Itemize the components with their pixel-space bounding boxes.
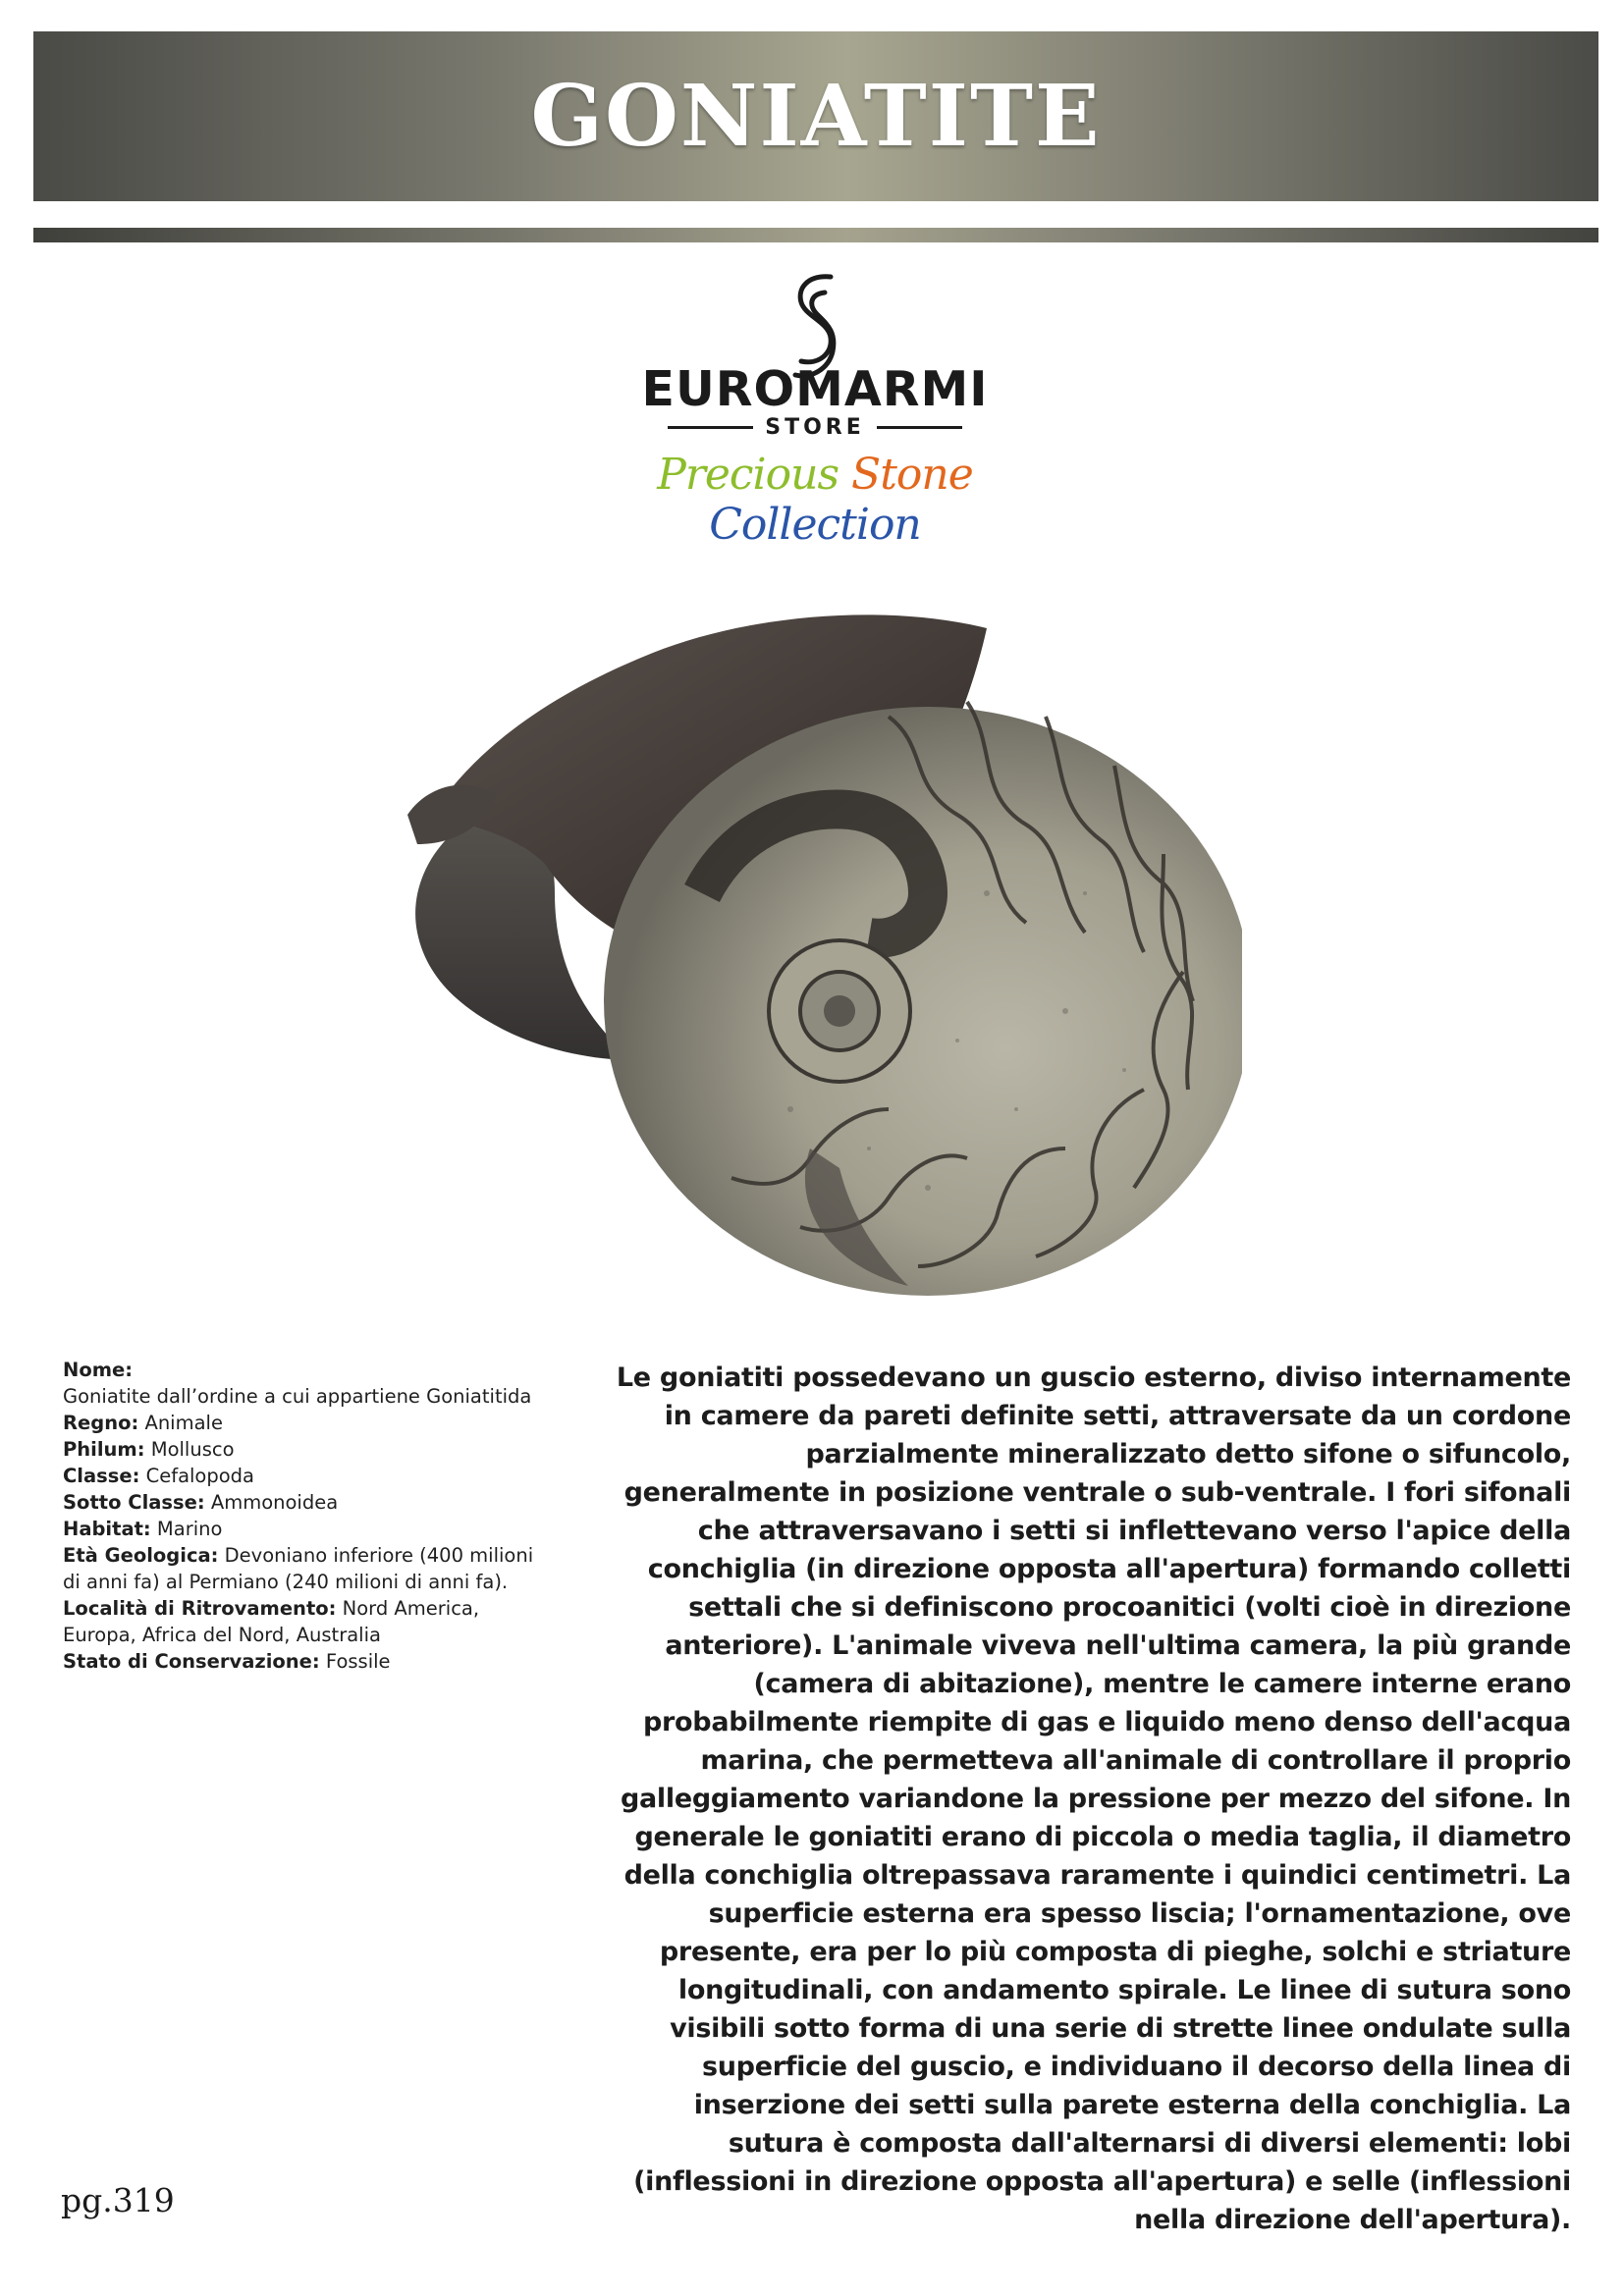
- spec-sottoclasse-value: Ammonoidea: [204, 1491, 339, 1514]
- spec-habitat-value: Marino: [150, 1518, 223, 1540]
- spec-regno-label: Regno:: [63, 1412, 139, 1434]
- store-line-left: [668, 426, 753, 429]
- goniatite-fossil-image: [378, 599, 1242, 1306]
- store-line-right: [877, 426, 962, 429]
- spec-philum: [63, 1436, 534, 1463]
- store-row: [668, 412, 962, 442]
- specimen-details: [63, 1357, 534, 1675]
- spec-regno-value: Animale: [138, 1412, 223, 1434]
- spec-stato-label: Stato di Conservazione:: [63, 1650, 320, 1673]
- description-paragraph: Le goniatiti possedevano un guscio esterno, diviso internamente in camere da pareti definite setti, attraversate da un cordone parzialmente mineralizzato detto sifone o sifuncolo, generalmente in posizione ventrale o sub-ventrale. I fori sifonali che attraversavano i setti si inflettevano verso l'apice della conchiglia (in direzione opposta all'apertura) formando colletti settali che si definiscono procoanitici (volti cioè in direzione anteriore). L'animale viveva nell'ultima camera, la più grande (camera di abitazione), mentre le camere interne erano probabilmente riempite di gas e liquido meno denso dell'acqua marina, che permetteva all'animale di controllare il proprio galleggiamento variandone la pressione per mezzo del sifone. In generale le goniatiti erano di piccola o media taglia, il diametro della conchiglia oltrepassava raramente i quindici centimetri. La superficie esterna era spesso liscia; l'ornamentazione, ove presente, era per lo più composta di pieghe, solchi e striature longitudinali, con andamento spirale. Le linee di sutura sono visibili sotto forma di una serie di strette linee ondulate sulla superficie del guscio, e individuano il decorso della linea di inserzione dei setti sulla parete esterna della conchiglia. La sutura è composta dall'alternarsi di diversi elementi: lobi (inflessioni in direzione opposta all'apertura) e selle (inflessioni nella direzione dell'apertura).: [616, 1362, 1571, 2235]
- spec-sottoclasse-label: Sotto Classe:: [63, 1491, 205, 1514]
- store-label: STORE: [765, 414, 865, 440]
- spec-classe: [63, 1463, 534, 1489]
- spec-classe-label: Classe:: [63, 1465, 140, 1487]
- brand-name: EUROMARMI: [641, 361, 989, 417]
- spec-classe-value: Cefalopoda: [139, 1465, 255, 1487]
- spec-nome-value: Goniatite dall’ordine a cui appartiene Goniatitida: [63, 1385, 532, 1408]
- spec-eta-value: Devoniano inferiore (400 milioni di anni fa) al Permiano (240 milioni di anni fa).: [63, 1544, 534, 1593]
- header-divider: [33, 228, 1598, 242]
- spec-nome: [63, 1357, 534, 1383]
- page-title: GONIATITE: [530, 67, 1102, 166]
- spec-sottoclasse: [63, 1489, 534, 1516]
- brand-logo: [628, 263, 1001, 550]
- tagline-word-precious: Precious: [657, 450, 839, 500]
- spec-habitat: [63, 1516, 534, 1542]
- title-banner: [33, 31, 1598, 201]
- spec-philum-value: Mollusco: [144, 1438, 235, 1461]
- spec-stato: [63, 1648, 534, 1675]
- tagline: [589, 450, 1041, 550]
- spec-regno: [63, 1410, 534, 1436]
- spec-localita: [63, 1595, 534, 1648]
- tagline-word-stone: Stone: [851, 450, 973, 500]
- page-number: pg.319: [61, 2181, 175, 2219]
- spec-nome-label: Nome:: [63, 1359, 134, 1381]
- spec-stato-value: Fossile: [319, 1650, 391, 1673]
- spec-localita-label: Località di Ritrovamento:: [63, 1597, 337, 1620]
- spec-eta: [63, 1542, 534, 1595]
- spec-eta-label: Età Geologica:: [63, 1544, 219, 1567]
- spec-localita-value: Nord America, Europa, Africa del Nord, Australia: [63, 1597, 480, 1646]
- spec-philum-label: Philum:: [63, 1438, 145, 1461]
- spec-habitat-label: Habitat:: [63, 1518, 151, 1540]
- tagline-word-collection: Collection: [709, 500, 921, 550]
